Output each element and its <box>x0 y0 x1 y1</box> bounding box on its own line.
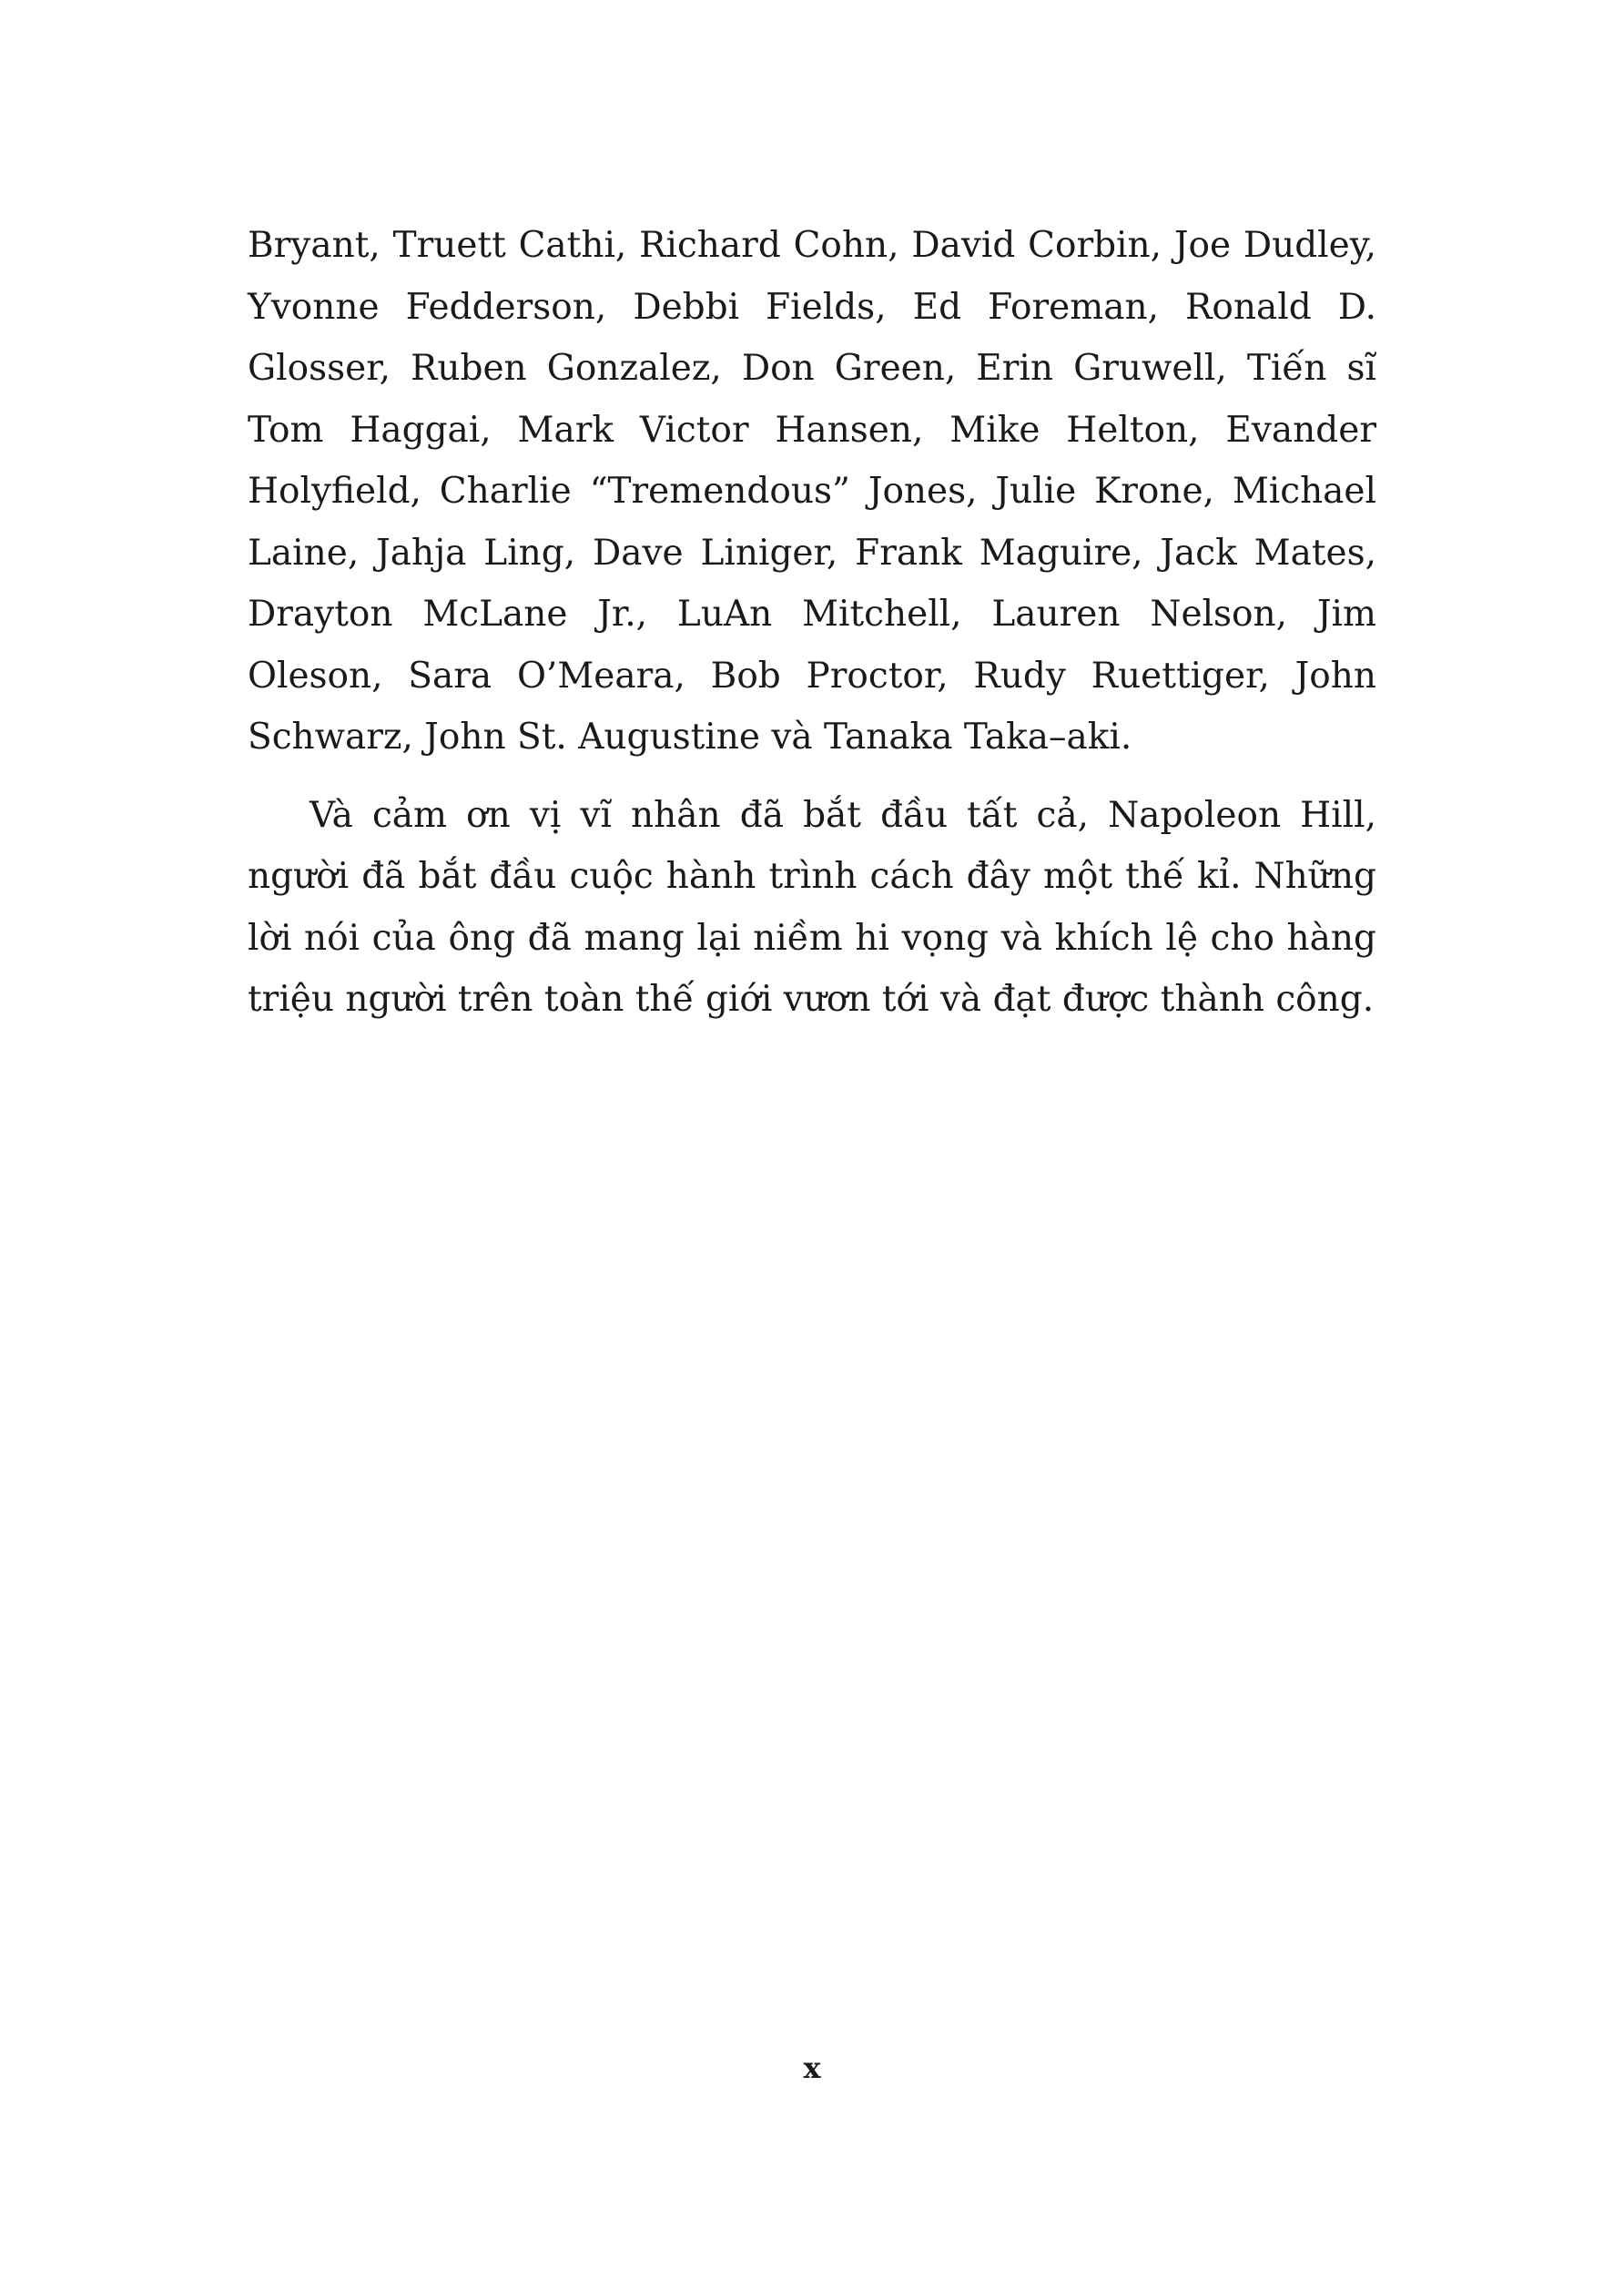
body-text <box>248 215 1376 1031</box>
acknowledgements-napoleon-hill-paragraph: Và cảm ơn vị vĩ nhân đã bắt đầu tất cả, Napoleon Hill, người đã bắt đầu cuộc hành trình cách đây một thế kỉ. Những lời nói của ông đã mang lại niềm hi vọng và khích lệ cho hàng triệu người trên toàn thế giới vươn tới và đạt được thành công. <box>248 794 1376 1020</box>
acknowledgements-names-paragraph: Bryant, Truett Cathi, Richard Cohn, David Corbin, Joe Dudley, Yvonne Fedderson, Debbi Fields, Ed Foreman, Ronald D. Glosser, Ruben Gonzalez, Don Green, Erin Gruwell, Tiến sĩ Tom Haggai, Mark Victor Hansen, Mike Helton, Evander Holyfield, Charlie “Tremendous” Jones, Julie Krone, Michael Laine, Jahja Ling, Dave Liniger, Frank Maguire, Jack Mates, Drayton McLane Jr., LuAn Mitchell, Lauren Nelson, Jim Oleson, Sara O’Meara, Bob Proctor, Rudy Ruettiger, John Schwarz, John St. Augustine và Tanaka Taka–aki. <box>248 225 1376 758</box>
page-number: x <box>803 2051 821 2085</box>
